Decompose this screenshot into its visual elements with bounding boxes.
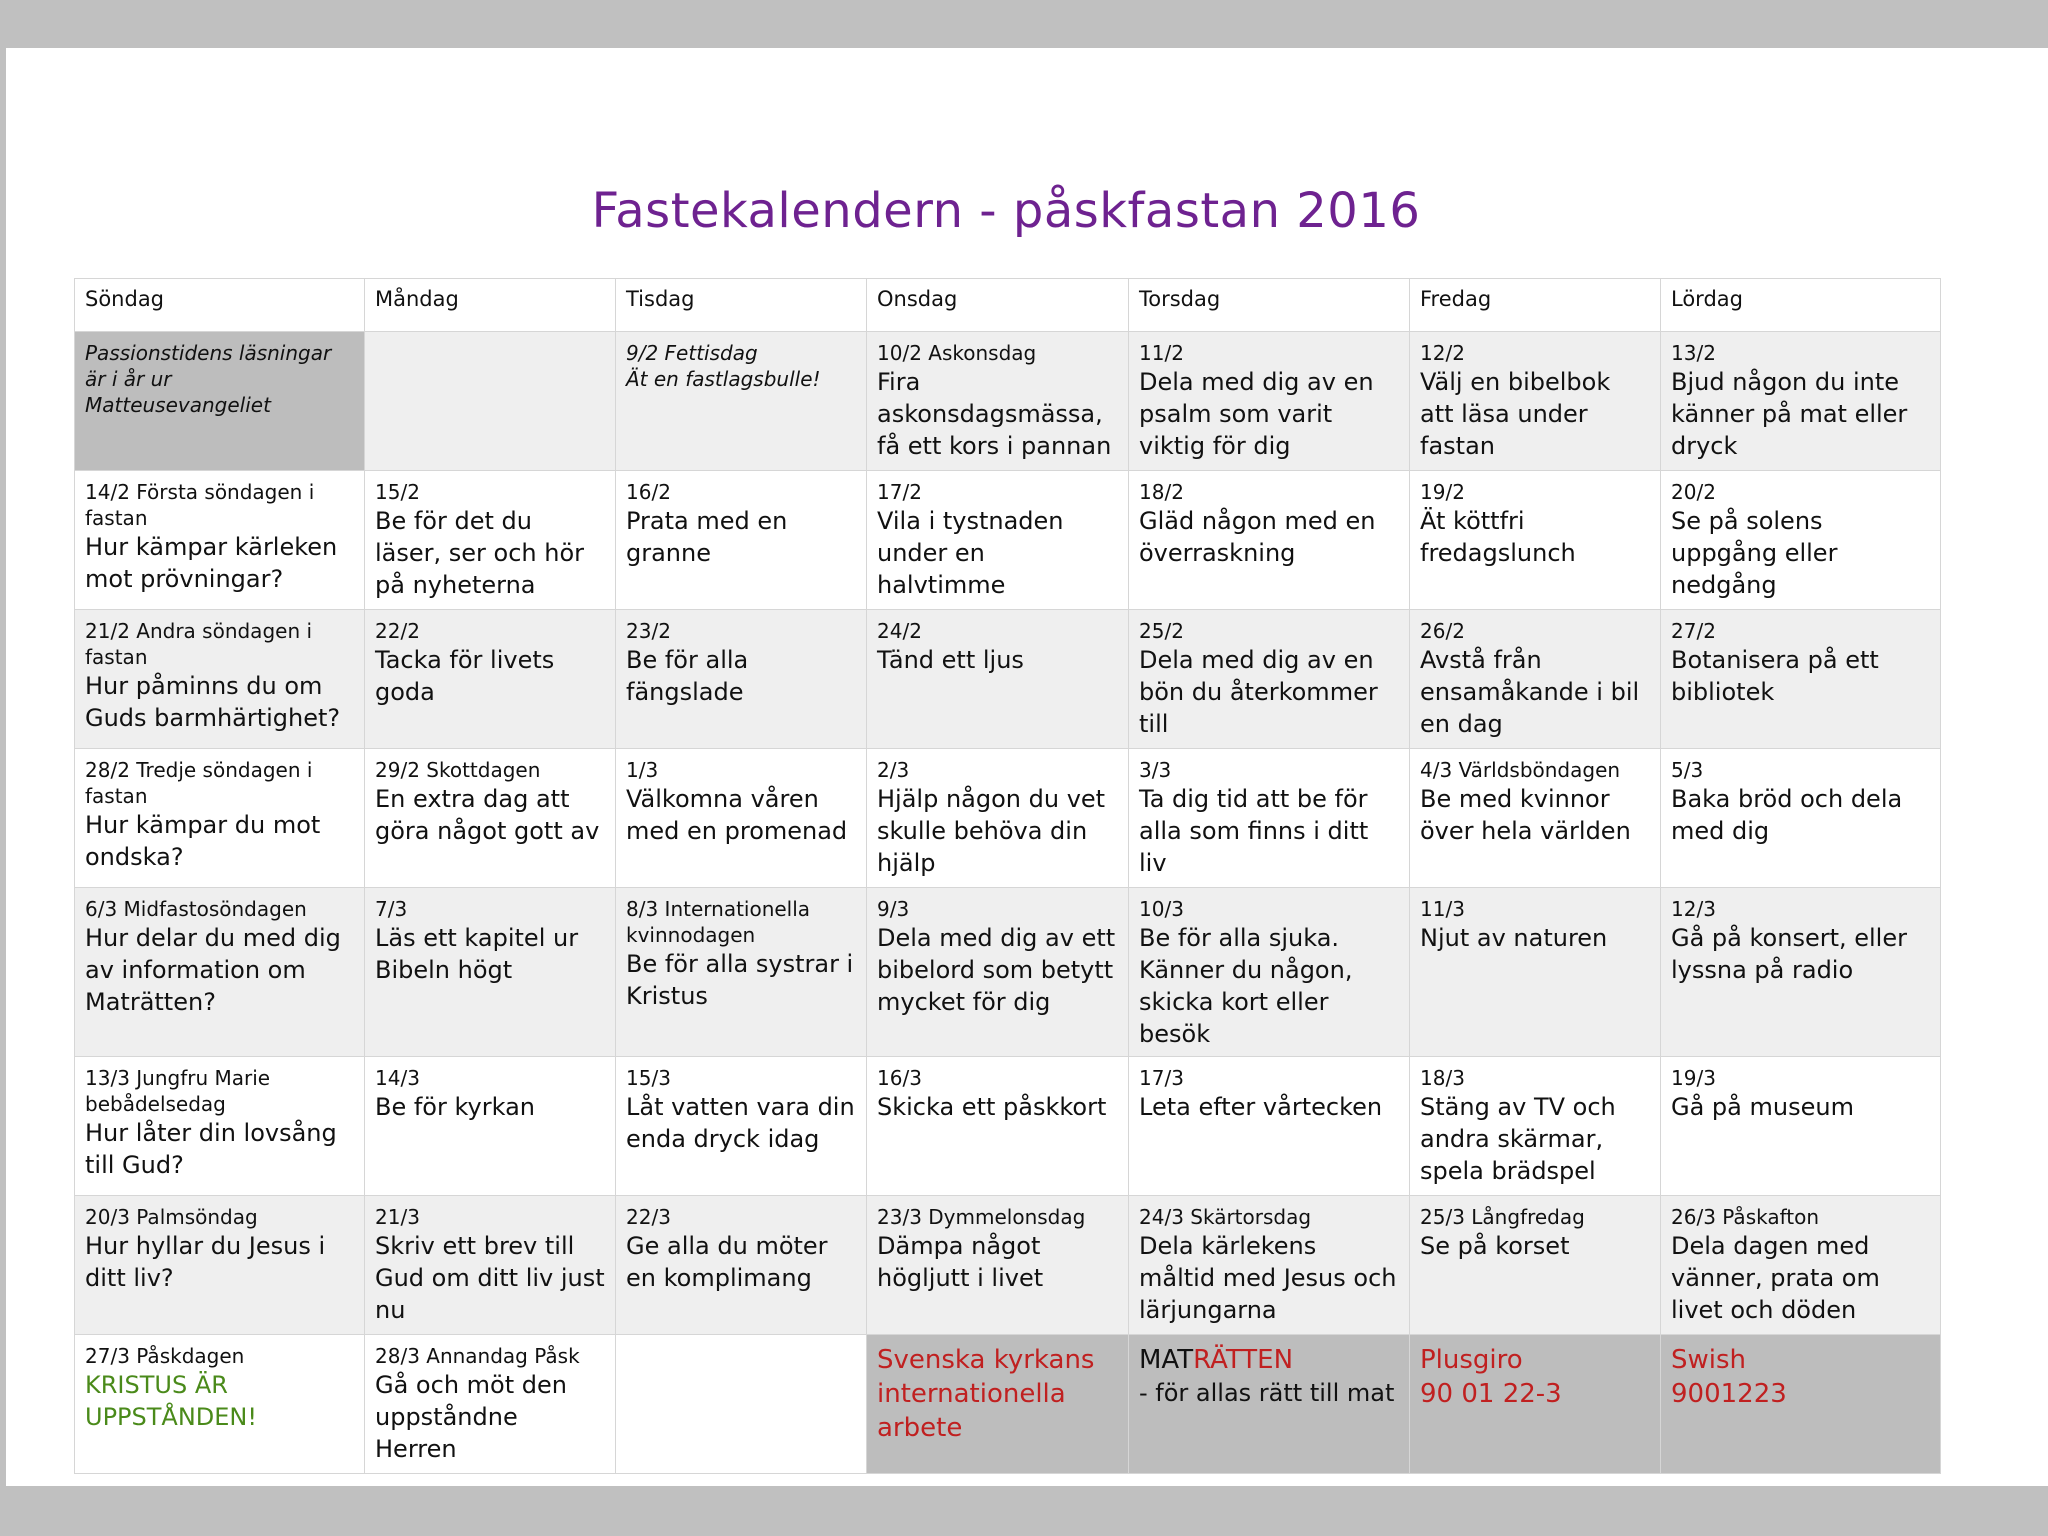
week-row bbox=[75, 1196, 1941, 1335]
day-text: Hur låter din lovsång till Gud? bbox=[85, 1119, 337, 1179]
day-cell bbox=[1129, 332, 1410, 471]
day-date: 9/2 Fettisdag bbox=[626, 341, 758, 365]
day-text: En extra dag att göra något gott av bbox=[375, 785, 600, 845]
day-text: Låt vatten vara din enda dryck idag bbox=[626, 1093, 855, 1153]
day-date: 16/3 bbox=[877, 1066, 922, 1090]
day-date: 13/2 bbox=[1671, 341, 1716, 365]
church-name: Svenska kyrkans internationella arbete bbox=[877, 1345, 1095, 1443]
day-text: Prata med en granne bbox=[626, 507, 788, 567]
day-date: 5/3 bbox=[1671, 758, 1704, 782]
day-date: 1/3 bbox=[626, 758, 659, 782]
day-text: Avstå från ensamåkande i bil en dag bbox=[1420, 646, 1640, 738]
day-date: 28/3 Annandag Påsk bbox=[375, 1344, 580, 1368]
day-cell bbox=[1129, 471, 1410, 610]
day-text: Välj en bibelbok att läsa under fastan bbox=[1420, 368, 1611, 460]
day-text: Välkomna våren med en promenad bbox=[626, 785, 848, 845]
day-text: Be för kyrkan bbox=[375, 1093, 535, 1121]
day-text: Se på solens uppgång eller nedgång bbox=[1671, 507, 1838, 599]
weekday-header: Tisdag bbox=[616, 279, 867, 332]
day-date: 15/3 bbox=[626, 1066, 671, 1090]
day-cell bbox=[1661, 888, 1941, 1057]
day-text: Be för alla fängslade bbox=[626, 646, 749, 706]
day-date: 20/2 bbox=[1671, 480, 1716, 504]
day-text: Gå på museum bbox=[1671, 1093, 1854, 1121]
day-cell bbox=[1129, 610, 1410, 749]
day-date: 22/3 bbox=[626, 1205, 671, 1229]
day-date: 26/3 Påskafton bbox=[1671, 1205, 1820, 1229]
day-date: 12/2 bbox=[1420, 341, 1465, 365]
weekday-header: Söndag bbox=[75, 279, 365, 332]
day-cell bbox=[1410, 888, 1661, 1057]
reading-note-cell bbox=[75, 332, 365, 471]
day-text: Dela dagen med vänner, prata om livet och döden bbox=[1671, 1232, 1880, 1324]
day-text: Njut av naturen bbox=[1420, 924, 1608, 952]
day-cell bbox=[365, 749, 616, 888]
day-date: 27/2 bbox=[1671, 619, 1716, 643]
week-row-easter bbox=[75, 1335, 1941, 1474]
day-text: Be för det du läser, ser och hör på nyheterna bbox=[375, 507, 585, 599]
day-cell bbox=[616, 471, 867, 610]
day-text: Hur kämpar kärleken mot prövningar? bbox=[85, 533, 338, 593]
swish-label: Swish bbox=[1671, 1345, 1747, 1375]
day-date: 2/3 bbox=[877, 758, 910, 782]
plusgiro-cell bbox=[1410, 1335, 1661, 1474]
day-date: 20/3 Palmsöndag bbox=[85, 1205, 258, 1229]
week-row bbox=[75, 332, 1941, 471]
day-date: 23/3 Dymmelonsdag bbox=[877, 1205, 1086, 1229]
day-date: 27/3 Påskdagen bbox=[85, 1344, 245, 1368]
day-text: Se på korset bbox=[1420, 1232, 1570, 1260]
lent-calendar-table bbox=[74, 278, 1941, 1474]
day-text: Hur delar du med dig av information om Maträtten? bbox=[85, 924, 341, 1016]
day-text: Tacka för livets goda bbox=[375, 646, 555, 706]
day-cell bbox=[616, 888, 867, 1057]
day-cell bbox=[1410, 1057, 1661, 1196]
day-text: Dela med dig av en bön du återkommer till bbox=[1139, 646, 1378, 738]
day-cell bbox=[75, 1196, 365, 1335]
day-text: Skriv ett brev till Gud om ditt liv just nu bbox=[375, 1232, 605, 1324]
day-text: Leta efter vårtecken bbox=[1139, 1093, 1383, 1121]
day-cell bbox=[1661, 610, 1941, 749]
day-cell bbox=[75, 1335, 365, 1474]
day-text: Ät köttfri fredagslunch bbox=[1420, 507, 1576, 567]
day-text: Ta dig tid att be för alla som finns i ditt liv bbox=[1139, 785, 1369, 877]
day-cell bbox=[365, 1335, 616, 1474]
day-text: Hur kämpar du mot ondska? bbox=[85, 811, 321, 871]
day-cell bbox=[867, 1196, 1129, 1335]
day-text: Läs ett kapitel ur Bibeln högt bbox=[375, 924, 579, 984]
reading-note: Passionstidens läsningar är i år ur Matteusevangeliet bbox=[85, 341, 332, 417]
week-row bbox=[75, 610, 1941, 749]
weekday-header: Fredag bbox=[1410, 279, 1661, 332]
day-cell bbox=[1661, 749, 1941, 888]
weekday-header-row bbox=[75, 279, 1941, 332]
day-text: Tänd ett ljus bbox=[877, 646, 1024, 674]
day-text: Gå och möt den uppståndne Herren bbox=[375, 1371, 567, 1463]
day-date: 26/2 bbox=[1420, 619, 1465, 643]
week-row bbox=[75, 888, 1941, 1057]
day-cell bbox=[616, 610, 867, 749]
day-text: Be för alla sjuka. Känner du någon, skicka kort eller besök bbox=[1139, 924, 1353, 1048]
day-date: 11/3 bbox=[1420, 897, 1465, 921]
day-text: Stäng av TV och andra skärmar, spela brädspel bbox=[1420, 1093, 1616, 1185]
day-date: 18/2 bbox=[1139, 480, 1184, 504]
day-text: Dela med dig av en psalm som varit viktig för dig bbox=[1139, 368, 1374, 460]
day-date: 19/2 bbox=[1420, 480, 1465, 504]
day-cell bbox=[1410, 471, 1661, 610]
day-date: 8/3 Internationella kvinnodagen bbox=[626, 897, 811, 947]
day-date: 3/3 bbox=[1139, 758, 1172, 782]
day-date: 25/2 bbox=[1139, 619, 1184, 643]
day-text: Gå på konsert, eller lyssna på radio bbox=[1671, 924, 1907, 984]
day-text: Dämpa något högljutt i livet bbox=[877, 1232, 1044, 1292]
day-text: Skicka ett påskkort bbox=[877, 1093, 1107, 1121]
day-date: 23/2 bbox=[626, 619, 671, 643]
day-note: Ät en fastlagsbulle! bbox=[626, 367, 821, 391]
weekday-header: Måndag bbox=[365, 279, 616, 332]
day-text: Gläd någon med en överraskning bbox=[1139, 507, 1376, 567]
calendar-page bbox=[6, 48, 2048, 1486]
day-cell bbox=[75, 888, 365, 1057]
weekday-header: Torsdag bbox=[1129, 279, 1410, 332]
day-cell bbox=[867, 1057, 1129, 1196]
church-info-cell bbox=[867, 1335, 1129, 1474]
day-date: 12/3 bbox=[1671, 897, 1716, 921]
swish-cell bbox=[1661, 1335, 1941, 1474]
day-cell bbox=[1661, 1057, 1941, 1196]
matratten-cell bbox=[1129, 1335, 1410, 1474]
day-cell bbox=[616, 1196, 867, 1335]
day-date: 19/3 bbox=[1671, 1066, 1716, 1090]
day-text: Botanisera på ett bibliotek bbox=[1671, 646, 1879, 706]
day-text: Bjud någon du inte känner på mat eller dryck bbox=[1671, 368, 1908, 460]
day-text: Ge alla du möter en komplimang bbox=[626, 1232, 828, 1292]
day-date: 29/2 Skottdagen bbox=[375, 758, 541, 782]
day-cell bbox=[365, 1057, 616, 1196]
day-date: 13/3 Jungfru Marie bebådelsedag bbox=[85, 1066, 271, 1116]
day-date: 6/3 Midfastosöndagen bbox=[85, 897, 307, 921]
day-cell bbox=[1410, 1196, 1661, 1335]
day-cell bbox=[867, 610, 1129, 749]
day-cell bbox=[75, 471, 365, 610]
day-cell bbox=[1129, 749, 1410, 888]
weekday-header: Lördag bbox=[1661, 279, 1941, 332]
day-cell bbox=[1661, 332, 1941, 471]
plusgiro-label: Plusgiro bbox=[1420, 1345, 1523, 1375]
day-date: 22/2 bbox=[375, 619, 420, 643]
day-date: 28/2 Tredje söndagen i fastan bbox=[85, 758, 313, 808]
day-text: Hur hyllar du Jesus i ditt liv? bbox=[85, 1232, 326, 1292]
day-date: 17/2 bbox=[877, 480, 922, 504]
day-text: Hjälp någon du vet skulle behöva din hjälp bbox=[877, 785, 1106, 877]
day-cell bbox=[616, 332, 867, 471]
day-cell bbox=[1410, 749, 1661, 888]
day-cell bbox=[1661, 471, 1941, 610]
day-text: Hur påminns du om Guds barmhärtighet? bbox=[85, 672, 341, 732]
week-row bbox=[75, 749, 1941, 888]
day-cell bbox=[1661, 1196, 1941, 1335]
plusgiro-number: 90 01 22-3 bbox=[1420, 1379, 1562, 1409]
day-text: Baka bröd och dela med dig bbox=[1671, 785, 1903, 845]
day-date: 14/3 bbox=[375, 1066, 420, 1090]
day-date: 24/3 Skärtorsdag bbox=[1139, 1205, 1312, 1229]
matratten-tagline: - för allas rätt till mat bbox=[1139, 1379, 1395, 1407]
day-date: 21/2 Andra söndagen i fastan bbox=[85, 619, 313, 669]
day-date: 15/2 bbox=[375, 480, 420, 504]
day-cell bbox=[1410, 610, 1661, 749]
day-cell bbox=[1129, 1196, 1410, 1335]
day-text: Dela med dig av ett bibelord som betytt mycket för dig bbox=[877, 924, 1116, 1016]
day-cell-empty bbox=[365, 332, 616, 471]
day-text: Fira askonsdagsmässa, få ett kors i pannan bbox=[877, 368, 1112, 460]
day-cell bbox=[867, 888, 1129, 1057]
day-cell bbox=[1410, 332, 1661, 471]
easter-proclamation: KRISTUS ÄR UPPSTÅNDEN! bbox=[85, 1371, 257, 1431]
day-date: 4/3 Världsböndagen bbox=[1420, 758, 1621, 782]
weeks-body bbox=[75, 471, 1941, 1335]
day-text: Dela kärlekens måltid med Jesus och lärjungarna bbox=[1139, 1232, 1397, 1324]
day-date: 17/3 bbox=[1139, 1066, 1184, 1090]
day-cell-empty bbox=[616, 1335, 867, 1474]
matratten-logo: MATRÄTTEN bbox=[1139, 1345, 1294, 1375]
day-date: 25/3 Långfredag bbox=[1420, 1205, 1585, 1229]
day-cell bbox=[365, 471, 616, 610]
day-date: 14/2 Första söndagen i fastan bbox=[85, 480, 315, 530]
day-date: 10/3 bbox=[1139, 897, 1184, 921]
weekday-header: Onsdag bbox=[867, 279, 1129, 332]
day-date: 11/2 bbox=[1139, 341, 1184, 365]
day-cell bbox=[616, 749, 867, 888]
week-row bbox=[75, 1057, 1941, 1196]
day-cell bbox=[1129, 888, 1410, 1057]
swish-number: 9001223 bbox=[1671, 1379, 1787, 1409]
day-date: 16/2 bbox=[626, 480, 671, 504]
day-cell bbox=[75, 1057, 365, 1196]
day-text: Vila i tystnaden under en halvtimme bbox=[877, 507, 1064, 599]
day-date: 18/3 bbox=[1420, 1066, 1465, 1090]
day-cell bbox=[867, 471, 1129, 610]
day-date: 21/3 bbox=[375, 1205, 420, 1229]
page-title: Fastekalendern - påskfastan 2016 bbox=[591, 183, 1421, 239]
day-date: 24/2 bbox=[877, 619, 922, 643]
day-cell bbox=[365, 888, 616, 1057]
day-date: 10/2 Askonsdag bbox=[877, 341, 1037, 365]
day-cell bbox=[365, 610, 616, 749]
day-cell bbox=[365, 1196, 616, 1335]
week-row bbox=[75, 471, 1941, 610]
day-text: Be för alla systrar i Kristus bbox=[626, 950, 854, 1010]
day-cell bbox=[75, 749, 365, 888]
day-date: 9/3 bbox=[877, 897, 910, 921]
day-text: Be med kvinnor över hela världen bbox=[1420, 785, 1631, 845]
day-cell bbox=[867, 332, 1129, 471]
day-cell bbox=[616, 1057, 867, 1196]
day-cell bbox=[1129, 1057, 1410, 1196]
day-date: 7/3 bbox=[375, 897, 408, 921]
day-cell bbox=[75, 610, 365, 749]
day-cell bbox=[867, 749, 1129, 888]
